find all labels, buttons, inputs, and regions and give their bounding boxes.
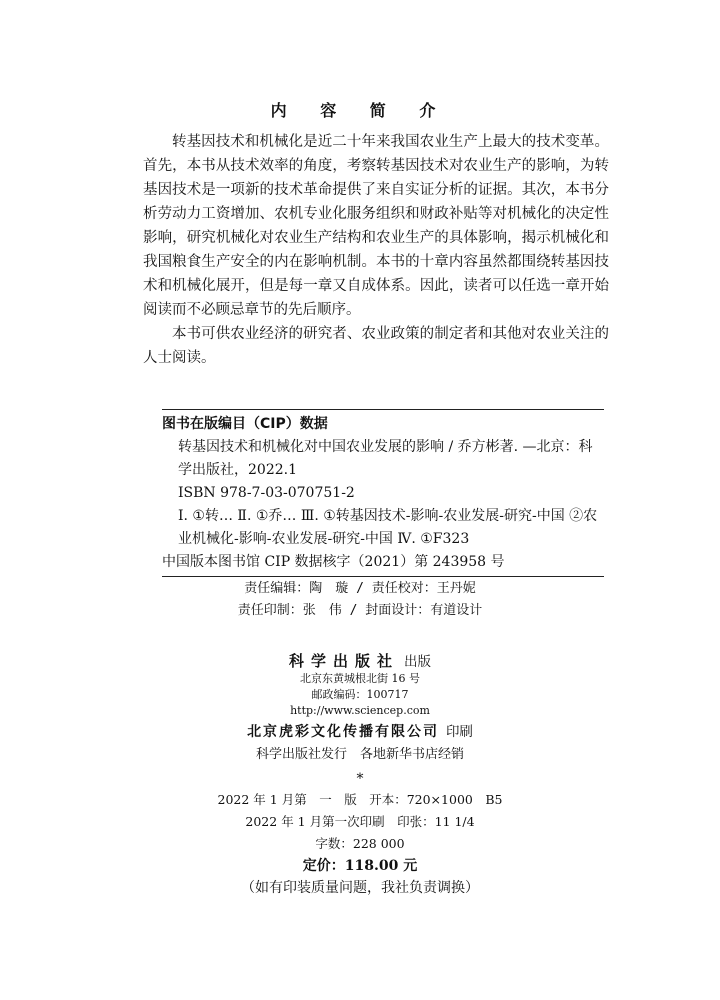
publisher-name: 科学出版社 — [288, 652, 399, 670]
cip-classification: Ⅰ. ①转… Ⅱ. ①乔… Ⅲ. ①转基因技术-影响-农业发展-研究-中国 ②农业机械化-影响-农业发展-研究-中国 Ⅳ. ①F323 — [178, 508, 598, 547]
publisher-suffix: 出版 — [404, 654, 432, 670]
word-count: 字数：228 000 — [315, 836, 405, 851]
printer-line — [0, 721, 720, 743]
separator-star: * — [356, 771, 364, 787]
printing-info: 2022 年 1 月第一次印刷 印张：11 1/4 — [245, 814, 475, 829]
edition-info: 2022 年 1 月第 一 版 开本：720×1000 B5 — [217, 792, 503, 807]
cip-block — [162, 409, 604, 577]
publisher-postcode: 邮政编码：100717 — [311, 688, 409, 701]
printer-suffix: 印刷 — [445, 724, 473, 740]
quality-notice: （如有印装质量问题，我社负责调换） — [241, 880, 479, 896]
publication-info — [0, 650, 720, 899]
intro-title: 内 容 简 介 — [270, 101, 450, 120]
credits-line-printing: 责任印制：张 伟 / 封面设计：有道设计 — [237, 603, 483, 618]
price: 定价：118.00 元 — [302, 858, 418, 874]
intro-paragraph: 转基因技术和机械化是近二十年来我国农业生产上最大的技术变革。首先，本书从技术效率的角度，考察转基因技术对农业生产的影响，为转基因技术是一项新的技术革命提供了来自实证分析的证据。其次，本书分析劳动力工资增加、农机专业化服务组织和财政补贴等对机械化的决定性影响，研究机械化对农业生产结构和农业生产的具体影响，揭示机械化和我国粮食生产安全的内在影响机制。本书的十章内容虽然都围绕转基因技术和机械化展开，但是每一章又自成体系。因此，读者可以任选一章开始阅读而不必顾忌章节的先后顺序。 — [143, 134, 609, 318]
cip-isbn: ISBN 978-7-03-070751-2 — [178, 485, 355, 501]
credits-line-editor: 责任编辑：陶 璇 / 责任校对：王丹妮 — [244, 581, 476, 596]
cip-entry: 转基因技术和机械化对中国农业发展的影响 / 乔方彬著. —北京：科学出版社，2022.1 — [178, 439, 593, 478]
distribution: 科学出版社发行 各地新华书店经销 — [255, 747, 464, 762]
intro-paragraph: 本书可供农业经济的研究者、农业政策的制定者和其他对农业关注的人士阅读。 — [143, 326, 609, 366]
intro-body — [143, 130, 609, 370]
credits — [0, 578, 720, 622]
publisher-line — [0, 650, 720, 671]
cip-heading: 图书在版编目（CIP）数据 — [162, 416, 328, 432]
cip-record: 中国版本图书馆 CIP 数据核字（2021）第 243958 号 — [162, 554, 505, 570]
publisher-address: 北京东黄城根北街 16 号 — [300, 672, 420, 685]
printer-name: 北京虎彩文化传播有限公司 — [247, 724, 440, 740]
publisher-url: http://www.sciencep.com — [290, 704, 430, 717]
